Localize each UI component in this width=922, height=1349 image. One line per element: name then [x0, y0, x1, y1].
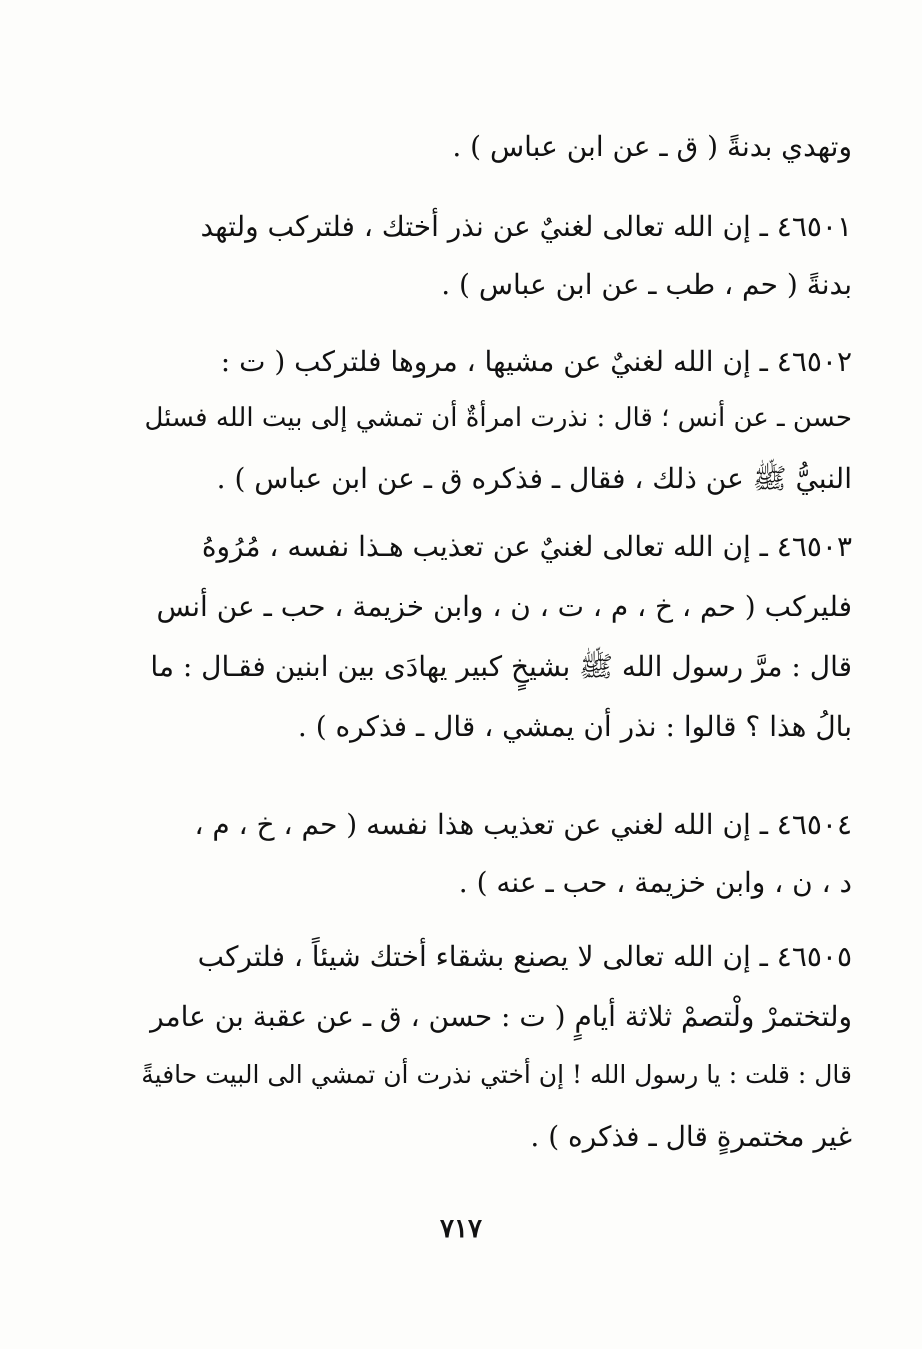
text-line: قال : مرَّ رسول الله ﷺ بشيخٍ كبير يهادَى بين ابنين فقـال : ما — [150, 650, 852, 683]
text-line: ٤٦٥٠٤ ـ إن الله لغني عن تعذيب هذا نفسه ( حم ، خ ، م ، — [194, 808, 852, 841]
page-number: ٧١٧ — [440, 1214, 482, 1244]
text-line: ولتختمرْ ولْتصمْ ثلاثة أيامٍ ( ت : حسن ، ق ـ عن عقبة بن عامر — [150, 1000, 852, 1033]
text-line: غير مختمرةٍ قال ـ فذكره ) . — [530, 1120, 852, 1153]
text-line: فليركب ( حم ، خ ، م ، ت ، ن ، وابن خزيمة ، حب ـ عن أنس — [156, 590, 852, 623]
text-line: ٤٦٥٠٢ ـ إن الله لغنيٌ عن مشيها ، مروها فلتركب ( ت : — [220, 345, 852, 378]
text-line: بدنةً ( حم ، طب ـ عن ابن عباس ) . — [441, 268, 852, 301]
text-line: ٤٦٥٠١ ـ إن الله تعالى لغنيٌ عن نذر أختك ، فلتركب ولتهد — [200, 210, 852, 243]
text-line: النبيُّ ﷺ عن ذلك ، فقال ـ فذكره ق ـ عن ابن عباس ) . — [216, 462, 852, 495]
text-line: ٤٦٥٠٣ ـ إن الله تعالى لغنيٌ عن تعذيب هـذا نفسه ، مُرُوهُ — [201, 530, 852, 563]
text-line: قال : قلت : يا رسول الله ! إن أختي نذرت أن تمشي الى البيت حافيةً — [141, 1060, 852, 1089]
text-line: وتهدي بدنةً ( ق ـ عن ابن عباس ) . — [452, 130, 852, 163]
text-line: ٤٦٥٠٥ ـ إن الله تعالى لا يصنع بشقاء أختك شيئاً ، فلتركب — [197, 940, 852, 973]
text-line: د ، ن ، وابن خزيمة ، حب ـ عنه ) . — [458, 866, 852, 899]
text-line: بالُ هذا ؟ قالوا : نذر أن يمشي ، قال ـ فذكره ) . — [297, 710, 852, 743]
text-line: حسن ـ عن أنس ؛ قال : نذرت امرأةٌ أن تمشي إلى بيت الله فسئل — [144, 403, 852, 433]
